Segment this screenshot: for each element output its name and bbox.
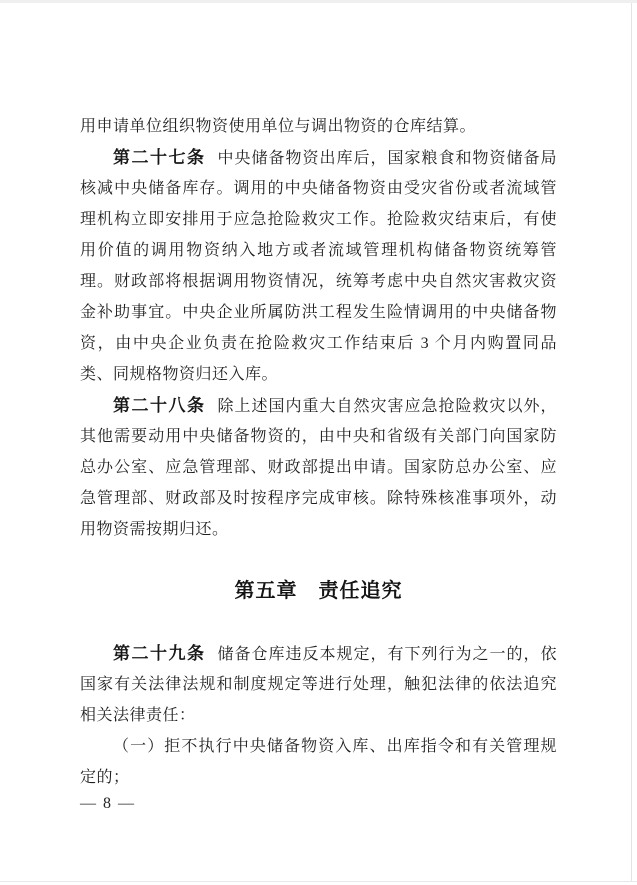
chapter-heading: 第五章 责任追究	[234, 580, 403, 602]
article-27-term: 第二十七条	[113, 148, 206, 167]
body-line: 理。财政部将根据调用物资情况，统筹考虑中央自然灾害救灾资	[80, 273, 557, 290]
article-27-first-line	[80, 142, 557, 173]
article-28-first-line	[80, 390, 557, 421]
article-28-term: 第二十八条	[113, 396, 206, 415]
body-line: 金补助事宜。中央企业所属防洪工程发生险情调用的中央储备物	[80, 304, 557, 321]
body-line: 类、同规格物资归还入库。	[80, 366, 279, 383]
list-item-1-line: 定的；	[80, 769, 130, 786]
article-29-first-line	[80, 638, 557, 669]
body-text: 储备仓库违反本规定，有下列行为之一的，依	[217, 646, 557, 663]
document-content	[80, 111, 557, 793]
body-text: 中央储备物资出库后，国家粮食和物资储备局	[217, 150, 557, 167]
body-line: 核减中央储备库存。调用的中央储备物资由受灾省份或者流域管	[80, 180, 557, 197]
body-line: 用物资需按期归还。	[80, 521, 229, 538]
body-line: 用价值的调用物资纳入地方或者流域管理机构储备物资统筹管	[80, 242, 557, 259]
page-right-edge	[631, 3, 632, 882]
list-item-1-line: （一）拒不执行中央储备物资入库、出库指令和有关管理规	[113, 738, 557, 755]
page-top-edge	[0, 0, 637, 3]
body-line: 资，由中央企业负责在抢险救灾工作结束后 3 个月内购置同品	[80, 335, 557, 352]
body-line: 国家有关法律法规和制度规定等进行处理，触犯法律的依法追究	[80, 676, 557, 693]
page-bottom-edge	[0, 881, 637, 882]
page-number: — 8 —	[80, 795, 136, 812]
body-line: 急管理部、财政部及时按程序完成审核。除特殊核准事项外，动	[80, 490, 557, 507]
body-line: 用申请单位组织物资使用单位与调出物资的仓库结算。	[80, 118, 477, 135]
article-29-term: 第二十九条	[113, 644, 206, 663]
body-text: 除上述国内重大自然灾害应急抢险救灾以外，	[217, 398, 557, 415]
body-line: 相关法律责任：	[80, 707, 196, 724]
body-line: 理机构立即安排用于应急抢险救灾工作。抢险救灾结束后，有使	[80, 211, 557, 228]
body-line: 总办公室、应急管理部、财政部提出申请。国家防总办公室、应	[80, 459, 557, 476]
body-line: 其他需要动用中央储备物资的，由中央和省级有关部门向国家防	[80, 428, 557, 445]
